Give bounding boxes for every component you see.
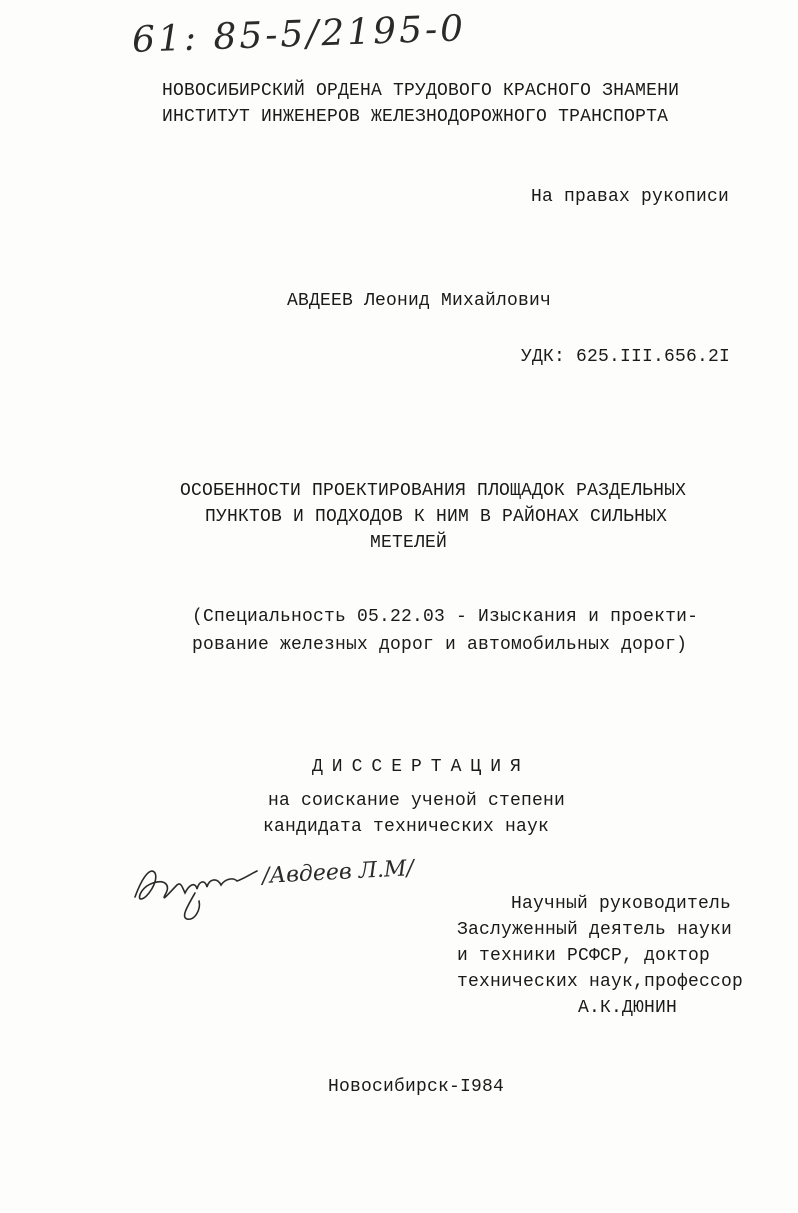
signature-note: /Авдеев Л.М/ [261, 856, 415, 889]
place-year: Новосибирск-I984 [328, 1077, 505, 1097]
institution-line-1: НОВОСИБИРСКИЙ ОРДЕНА ТРУДОВОГО КРАСНОГО ЗНАМЕНИ [162, 81, 680, 101]
institution-line-2: ИНСТИТУТ ИНЖЕНЕРОВ ЖЕЛЕЗНОДОРОЖНОГО ТРАНСПОРТА [162, 107, 669, 127]
specialty-line-1: (Специальность 05.22.03 - Изыскания и проекти- [192, 607, 699, 627]
udc-code: УДК: 625.III.656.2I [521, 347, 731, 367]
supervisor-line-1: Научный руководитель [511, 894, 732, 914]
manuscript-rights: На правах рукописи [531, 187, 730, 207]
author-signature [125, 855, 265, 925]
dissertation-heading: ДИССЕРТАЦИЯ [312, 757, 530, 777]
archive-code: 61: 85-5/2195-0 [131, 8, 467, 61]
supervisor-name: А.К.ДЮНИН [578, 998, 678, 1018]
dissertation-line-2: кандидата технических наук [263, 817, 550, 837]
supervisor-line-2: Заслуженный деятель науки [457, 920, 733, 940]
supervisor-line-3: и техники РСФСР, доктор [457, 946, 711, 966]
supervisor-line-4: технических наук,профессор [457, 972, 744, 992]
author-name: АВДЕЕВ Леонид Михайлович [287, 291, 552, 311]
title-line-3: МЕТЕЛЕЙ [370, 533, 448, 553]
specialty-line-2: рование железных дорог и автомобильных дорог) [192, 635, 688, 655]
title-line-1: ОСОБЕННОСТИ ПРОЕКТИРОВАНИЯ ПЛОЩАДОК РАЗДЕЛЬНЫХ [180, 481, 687, 501]
title-line-2: ПУНКТОВ И ПОДХОДОВ К НИМ В РАЙОНАХ СИЛЬНЫХ [205, 507, 668, 527]
dissertation-line-1: на соискание ученой степени [268, 791, 566, 811]
